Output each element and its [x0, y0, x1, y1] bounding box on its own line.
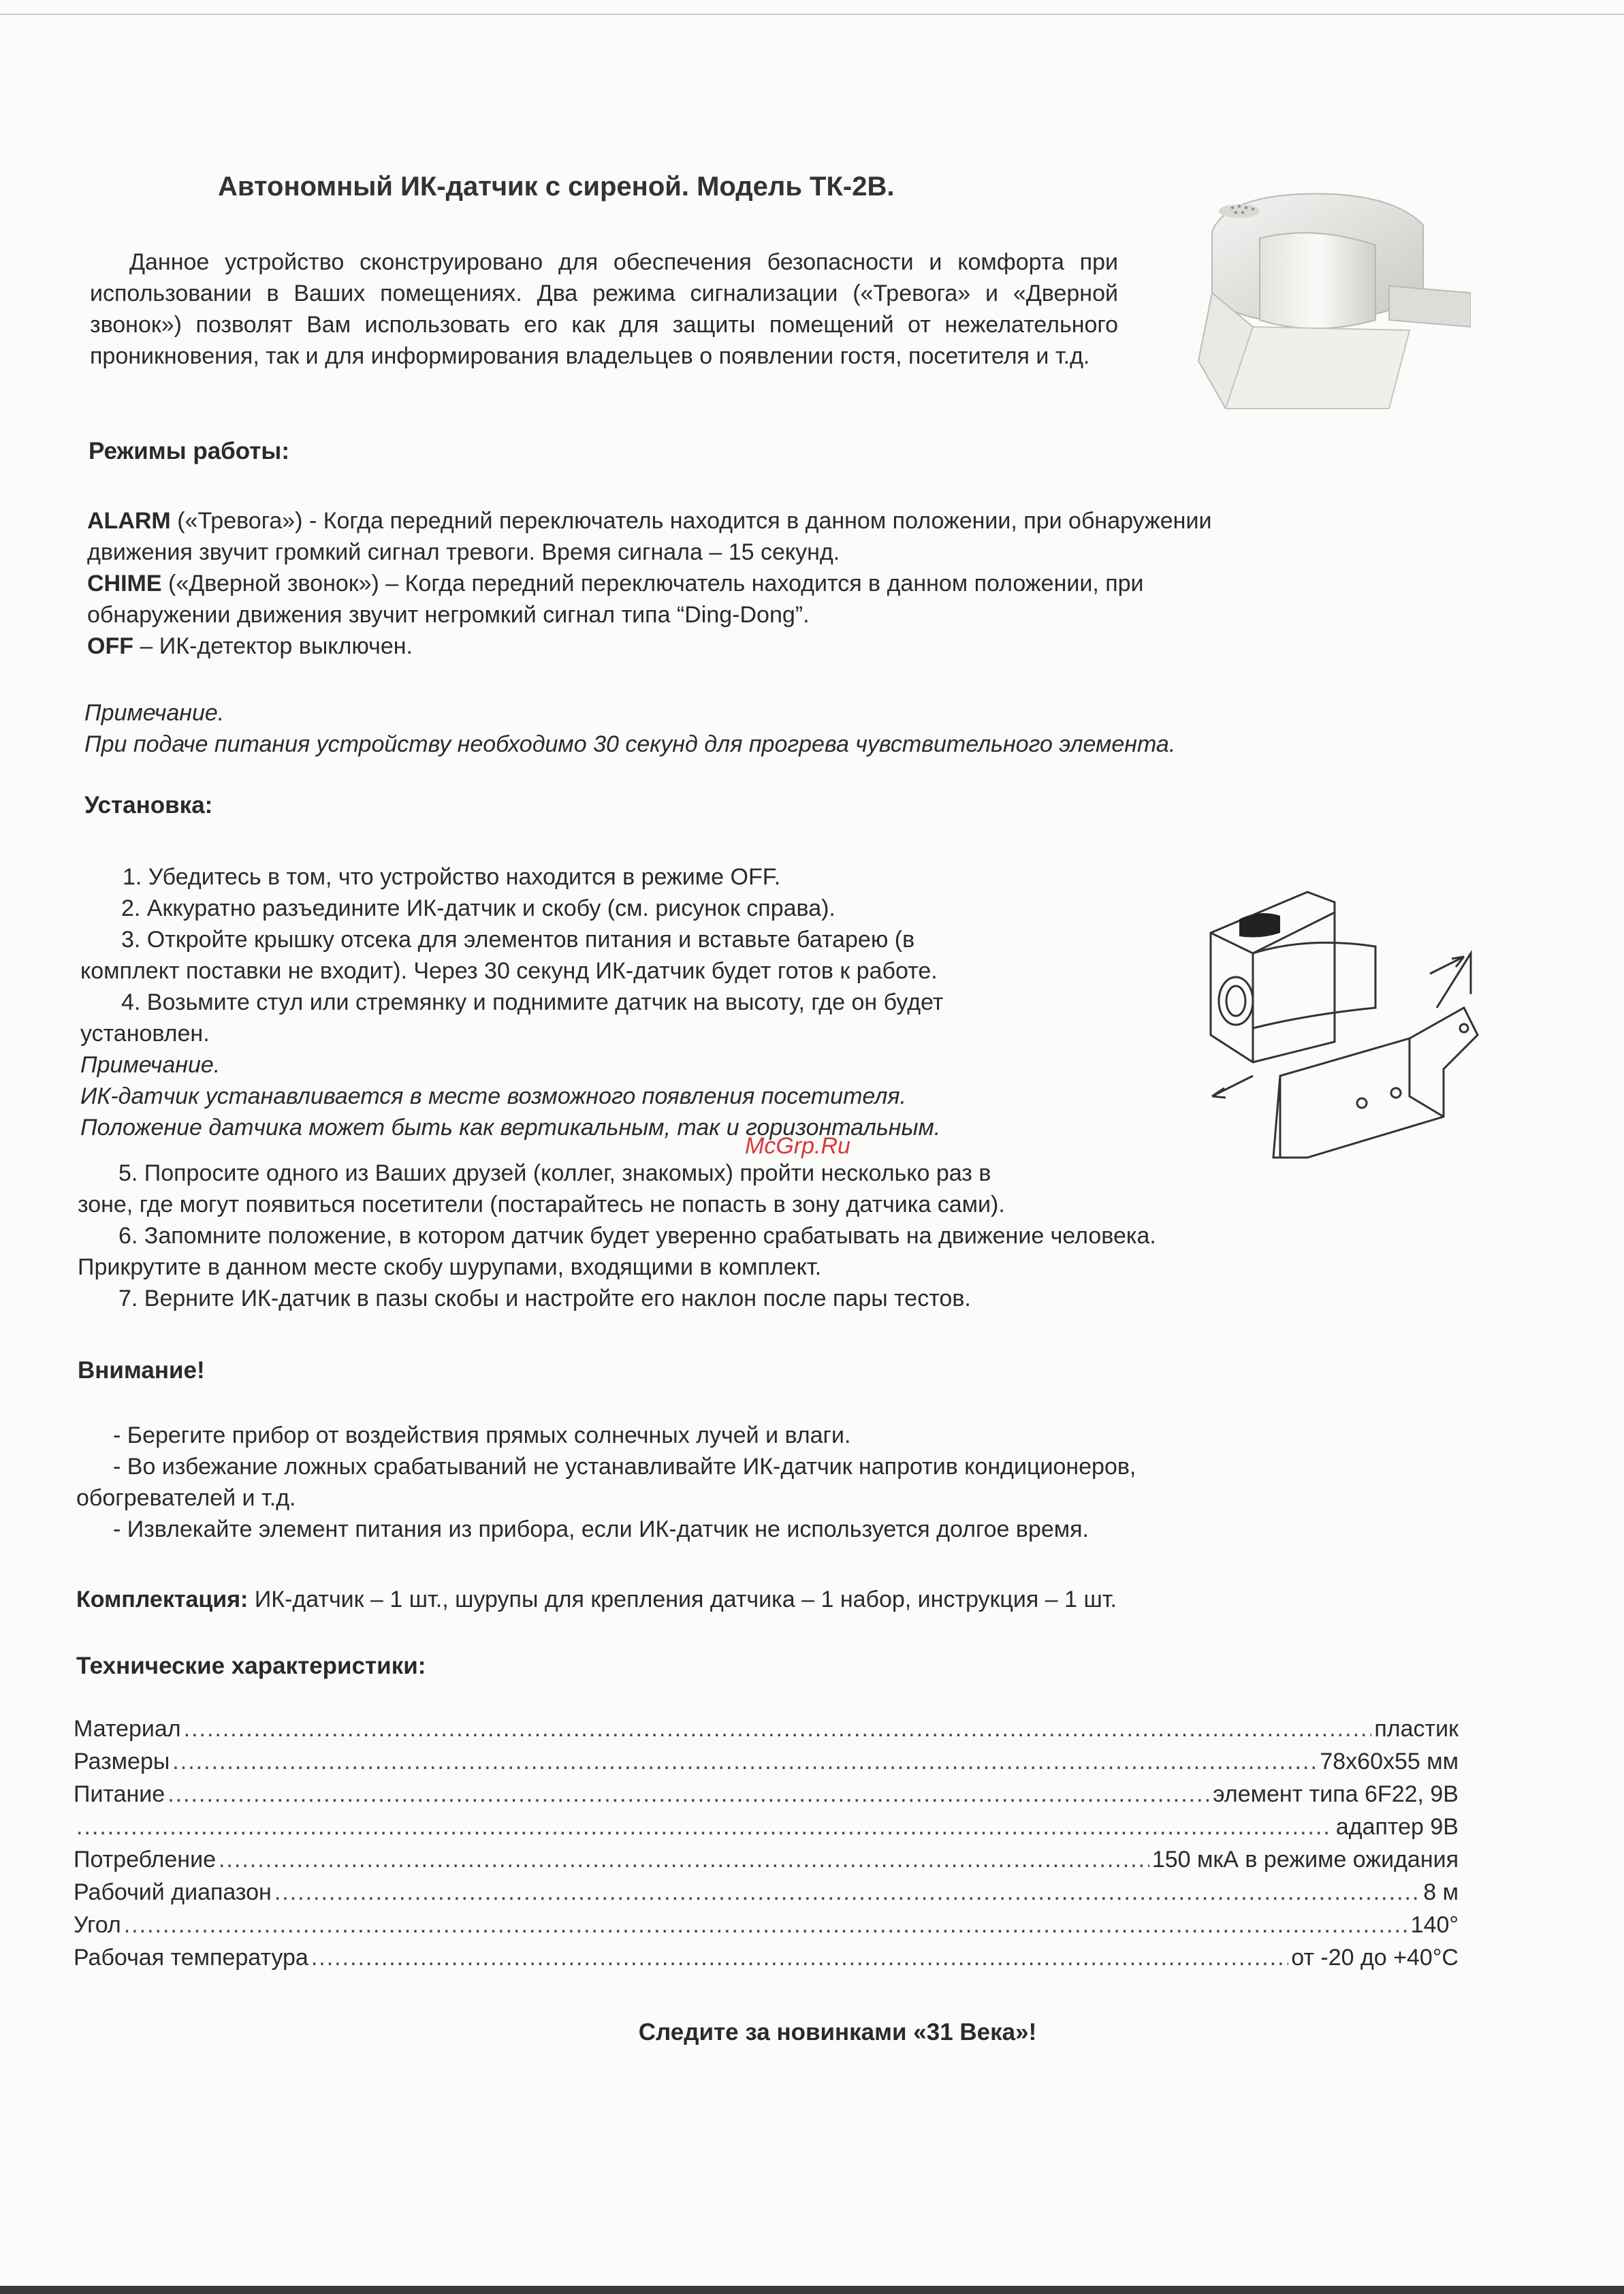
install-step-3: 3. Откройте крышку отсека для элементов питания и вставьте батарею (в — [121, 927, 915, 953]
mode-alarm — [87, 505, 1449, 537]
sensor-bracket-drawing — [1205, 872, 1491, 1185]
warning-3: - Извлекайте элемент питания из прибора, если ИК-датчик не используется долгое время. — [113, 1516, 1089, 1542]
spec-name: Материал — [74, 1716, 181, 1742]
install-steps-1 — [80, 861, 1183, 1143]
mode-chime-text: («Дверной звонок») – Когда передний переключатель находится в данном положении, при — [161, 571, 1144, 596]
mode-chime-cont: обнаружении движения звучит негромкий сигнал типа “Ding-Dong”. — [87, 602, 810, 628]
leader-dots — [172, 1749, 1317, 1775]
modes-block — [87, 505, 1449, 662]
power-note — [84, 697, 1460, 760]
leader-dots — [168, 1781, 1210, 1808]
spec-row — [74, 1912, 1459, 1945]
install-step-3-cont: комплект поставки не входит). Через 30 секунд ИК-датчик будет готов к работе. — [80, 958, 938, 984]
spec-value: 78х60х55 мм — [1320, 1749, 1459, 1774]
warning-list — [76, 1420, 1356, 1545]
mode-chime-key: CHIME — [87, 571, 162, 596]
install-note-2: Положение датчика может быть как вертикальным, так и горизонтальным. — [80, 1115, 941, 1141]
kit-label: Комплектация: — [76, 1587, 249, 1612]
leader-dots — [219, 1847, 1149, 1873]
spec-value: 140° — [1410, 1912, 1459, 1938]
install-step-7: 7. Верните ИК-датчик в пазы скобы и настройте его наклон после пары тестов. — [118, 1286, 971, 1311]
mode-alarm-cont: движения звучит громкий сигнал тревоги. Время сигнала – 15 секунд. — [87, 539, 840, 565]
specs-table — [74, 1716, 1459, 1977]
spec-name: Питание — [74, 1781, 165, 1807]
spec-value: от -20 до +40°C — [1291, 1945, 1459, 1971]
warning-heading: Внимание! — [78, 1357, 205, 1384]
mode-alarm-key: ALARM — [87, 508, 171, 534]
power-note-label: Примечание. — [84, 700, 225, 726]
spec-name: Размеры — [74, 1749, 170, 1774]
leader-dots — [274, 1879, 1420, 1906]
install-step-2: 2. Аккуратно разъедините ИК-датчик и скобу (см. рисунок справа). — [121, 895, 835, 921]
spec-value: 150 мкА в режиме ожидания — [1151, 1847, 1459, 1873]
kit-line — [76, 1584, 1506, 1615]
spec-value: адаптер 9В — [1335, 1814, 1459, 1840]
document-title: Автономный ИК-датчик с сиреной. Модель ТК-2В. — [218, 172, 895, 202]
mode-chime — [87, 568, 1449, 599]
scan-bottom-edge — [0, 2286, 1624, 2294]
install-step-4-cont: установлен. — [80, 1021, 210, 1047]
spec-row — [74, 1847, 1459, 1879]
specs-heading: Технические характеристики: — [76, 1653, 426, 1679]
spec-value: 8 м — [1423, 1879, 1459, 1905]
install-steps-2 — [78, 1158, 1453, 1314]
install-step-6-cont: Прикрутите в данном месте скобу шурупами, входящими в комплект. — [78, 1254, 822, 1280]
install-step-1: 1. Убедитесь в том, что устройство находится в режиме OFF. — [123, 864, 781, 890]
spec-name: Рабочий диапазон — [74, 1879, 272, 1905]
mode-off-text: – ИК-детектор выключен. — [133, 633, 413, 659]
watermark: McGrp.Ru — [745, 1133, 850, 1159]
modes-heading: Режимы работы: — [89, 438, 289, 464]
install-heading: Установка: — [84, 792, 213, 818]
mode-off — [87, 631, 1449, 662]
scan-edge — [0, 14, 1624, 15]
footer-slogan: Следите за новинками «31 Века»! — [638, 2019, 1037, 2045]
install-note-label: Примечание. — [80, 1052, 221, 1078]
leader-dots — [184, 1716, 1372, 1742]
spec-name: Рабочая температура — [74, 1945, 308, 1971]
intro-text: Данное устройство сконструировано для обеспечения безопасности и комфорта при использовании в Ваших помещениях. Два режима сигнализации («Тревога» и «Дверной звонок») позволят Вам использовать его как для защиты помещений от нежелательного проникновения, так и для информирования владельцев о появлении гостя, посетителя и т.д. — [90, 249, 1118, 369]
kit-text: ИК-датчик – 1 шт., шурупы для крепления датчика – 1 набор, инструкция – 1 шт. — [248, 1587, 1117, 1612]
spec-row — [74, 1814, 1459, 1847]
leader-dots — [124, 1912, 1408, 1939]
warning-2: - Во избежание ложных срабатываний не устанавливайте ИК-датчик напротив кондиционеров, — [113, 1454, 1136, 1480]
intro-paragraph — [90, 246, 1118, 372]
install-step-4: 4. Возьмите стул или стремянку и поднимите датчик на высоту, где он будет — [121, 989, 944, 1015]
install-step-6: 6. Запомните положение, в котором датчик будет уверенно срабатывать на движение человека. — [118, 1223, 1156, 1249]
leader-dots — [76, 1814, 1333, 1841]
spec-row — [74, 1749, 1459, 1781]
spec-value: пластик — [1374, 1716, 1459, 1742]
leader-dots — [311, 1945, 1288, 1971]
power-note-text: При подаче питания устройству необходимо 30 секунд для прогрева чувствительного элемента. — [84, 731, 1176, 757]
spec-name: Угол — [74, 1912, 121, 1938]
spec-value: элемент типа 6F22, 9В — [1213, 1781, 1459, 1807]
spec-row — [74, 1781, 1459, 1814]
mode-off-key: OFF — [87, 633, 133, 659]
warning-2-cont: обогревателей и т.д. — [76, 1485, 296, 1511]
warning-1: - Берегите прибор от воздействия прямых солнечных лучей и влаги. — [113, 1422, 851, 1448]
install-step-5-cont: зоне, где могут появиться посетители (постарайтесь не попасть в зону датчика сами). — [78, 1192, 1005, 1217]
install-step-5: 5. Попросите одного из Ваших друзей (коллег, знакомых) пройти несколько раз в — [118, 1160, 991, 1186]
spec-row — [74, 1879, 1459, 1912]
install-note-1: ИК-датчик устанавливается в месте возможного появления посетителя. — [80, 1083, 906, 1109]
mode-alarm-text: («Тревога») - Когда передний переключатель находится в данном положении, при обнаружении — [170, 508, 1212, 534]
spec-row — [74, 1716, 1459, 1749]
spec-name: Потребление — [74, 1847, 216, 1873]
device-photo — [1185, 184, 1471, 429]
spec-row — [74, 1945, 1459, 1977]
